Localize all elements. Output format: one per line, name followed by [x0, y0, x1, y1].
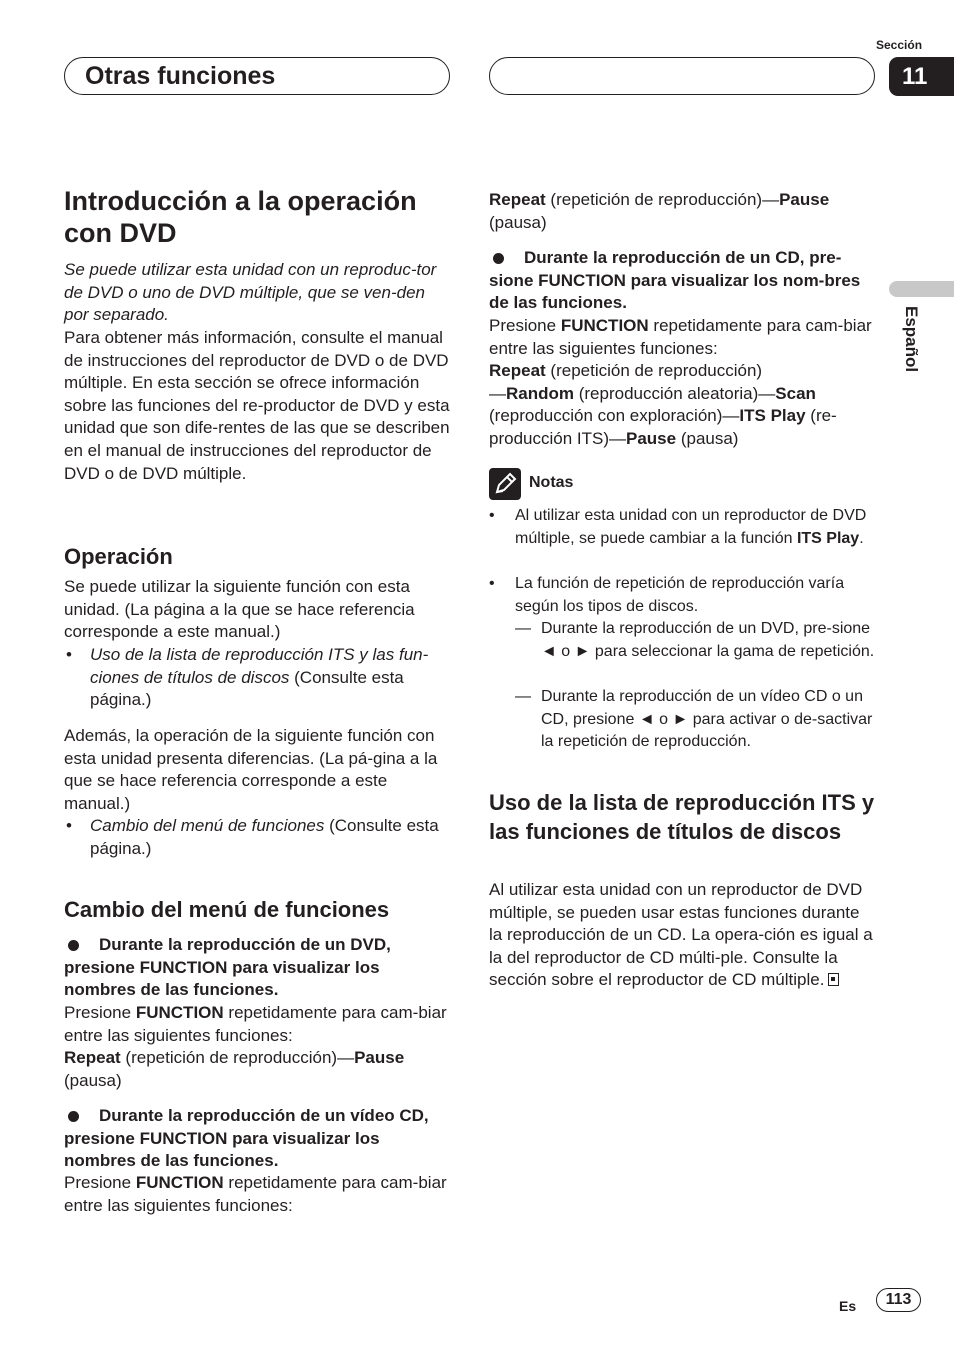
- header-right-frame: [489, 57, 875, 95]
- bullet-marker: •: [66, 645, 72, 664]
- operacion-heading: Operación: [64, 544, 173, 569]
- its-body: Al utilizar esta unidad con un reproductor de DVD múltiple, se pueden usar estas funciones durante la reproducción de un CD. La opera-ción es igual a la del reproductor de CD múlti-ple. Consulte la sección sobre el reproductor de CD múltiple.: [489, 880, 873, 990]
- section-label: Sección: [876, 38, 923, 52]
- dvd-instruction: [64, 934, 450, 1002]
- operacion-bullet: [64, 644, 450, 712]
- operacion-body: Se puede utilizar la siguiente función con esta unidad. (La página a la que se hace referencia corresponde a este manual.): [64, 577, 415, 642]
- link-cambio-menu[interactable]: Cambio del menú de funciones: [90, 816, 325, 835]
- end-of-section-icon: [828, 973, 839, 986]
- cambio-heading: Cambio del menú de funciones: [64, 897, 390, 922]
- dash-marker: —: [515, 620, 531, 637]
- intro-body: Para obtener más información, consulte el manual de instrucciones del reproductor de DVD o de DVD múltiple. En esta sección se ofrece información sobre las funciones del re-productor de DVD y esta unidad que son dife-rentes de las que se describen en el manual de instrucciones del reproductor de DVD o de DVD múltiple.: [64, 328, 450, 483]
- note-item: • Al utilizar esta unidad con un reproductor de DVD múltiple, se puede cambiar a la función ITS Play.: [489, 507, 867, 547]
- dvd-instruction-text: Durante la reproducción de un DVD, presione FUNCTION para visualizar los nombres de las funciones.: [64, 935, 391, 1000]
- ademas-bullet: [64, 815, 450, 860]
- vcd-instruction-text: Durante la reproducción de un vídeo CD, presione FUNCTION para visualizar los nombres de las funciones.: [64, 1106, 429, 1171]
- footer-language: Es: [839, 1298, 857, 1314]
- bullet-marker: •: [489, 575, 495, 592]
- note-subitem: — Durante la reproducción de un DVD, pre-sione ◄ o ► para seleccionar la gama de repetición.: [515, 620, 875, 660]
- intro-italic: Se puede utilizar esta unidad con un reproduc-tor de DVD o uno de DVD múltiple, que se ven-den por separado.: [64, 260, 437, 325]
- note-subitem: — Durante la reproducción de un vídeo CD o un CD, presione ◄ o ► para activar o de-sactivar la repetición de reproducción.: [515, 688, 873, 751]
- bullet-dot-icon: [493, 253, 504, 264]
- main-heading: Introducción a la operación con DVD: [64, 186, 417, 248]
- section-number-tab: 11: [889, 57, 954, 96]
- header-title-frame: [64, 57, 450, 95]
- dash-marker: —: [515, 688, 531, 705]
- dvd-presione: Presione FUNCTION repetidamente para cam-biar entre las siguientes funciones:: [64, 1003, 447, 1045]
- bullet-ref: (Consulte esta página.): [90, 667, 404, 710]
- cd-presione: Presione FUNCTION repetidamente para cam-biar entre las siguientes funciones:: [489, 316, 872, 358]
- dvd-functions: Repeat (repetición de reproducción)—Pause (pausa): [64, 1048, 405, 1090]
- chapter-title: Otras funciones: [85, 62, 276, 90]
- vcd-functions: Repeat (repetición de reproducción)—Pause (pausa): [489, 190, 830, 232]
- language-tab-bar: [889, 281, 954, 297]
- cd-instruction-text: Durante la reproducción de un CD, pre-sione FUNCTION para visualizar los nom-bres de las funciones.: [489, 248, 861, 313]
- its-heading: Uso de la lista de reproducción ITS y las funciones de títulos de discos: [489, 790, 875, 844]
- ademas-body: Además, la operación de la siguiente función con esta unidad presenta diferencias. (La pá-gina a la que se hace referencia corresponde a este manual.): [64, 726, 438, 813]
- vcd-presione: Presione FUNCTION repetidamente para cam-biar entre las siguientes funciones:: [64, 1173, 447, 1215]
- language-tab-label: Español: [902, 306, 921, 373]
- vcd-instruction: [64, 1105, 450, 1173]
- note-item: • La función de repetición de reproducción varía según los tipos de discos.: [489, 575, 845, 615]
- bullet-dot-icon: [68, 1111, 79, 1122]
- bullet-marker: •: [489, 507, 495, 524]
- link-its-list[interactable]: Uso de la lista de reproducción ITS y las fun-ciones de títulos de discos: [90, 645, 429, 687]
- bullet-ref: (Consulte esta página.): [90, 816, 439, 858]
- notes-title: Notas: [529, 474, 574, 491]
- cd-functions: Repeat (repetición de reproducción) —Random (reproducción aleatoria)—Scan (reproducción con exploración)—ITS Play (re-producción ITS)—Pause (pausa): [489, 361, 837, 448]
- page-number: 113: [876, 1288, 921, 1312]
- bullet-marker: •: [66, 816, 72, 835]
- notes-pencil-icon: [489, 468, 521, 500]
- cd-instruction: [489, 247, 875, 315]
- bullet-dot-icon: [68, 940, 79, 951]
